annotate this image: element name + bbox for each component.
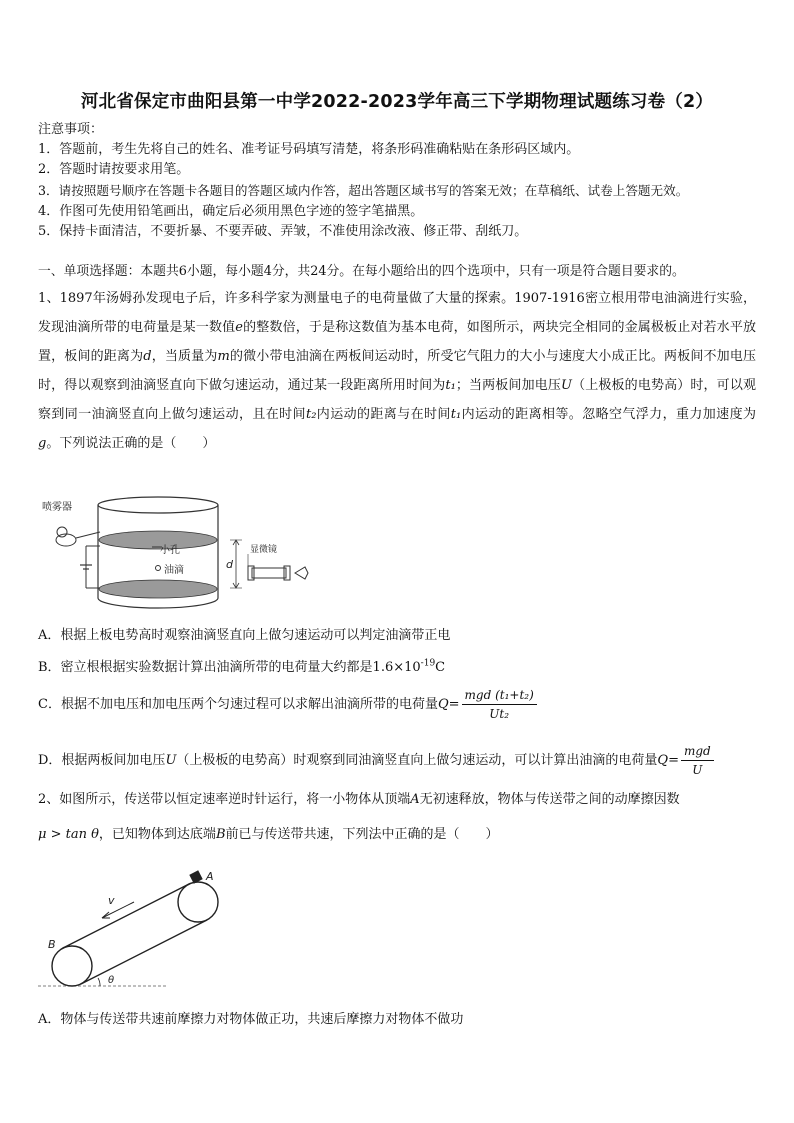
point-b-label: B bbox=[48, 938, 56, 951]
droplet-label: 油滴 bbox=[164, 565, 184, 576]
section-heading: 一、单项选择题：本题共6小题，每小题4分，共24分。在每小题给出的四个选项中，只有一项是符合题目要求的。 bbox=[38, 264, 685, 279]
question-1-option-d[interactable]: D．根据两板间加电压U（上极板的电势高）时观察到同油滴竖直向上做匀速运动，可以计算出油滴的电荷量Q= $\frac{\text{mgd}}{U}$ bbox=[38, 744, 714, 777]
notice-heading: 注意事项： bbox=[38, 122, 104, 137]
distance-label: d bbox=[226, 558, 233, 571]
question-1-option-a[interactable]: A．根据上板电势高时观察油滴竖直向上做匀速运动可以判定油滴带正电 bbox=[38, 628, 451, 643]
charge-formula-d: $\frac{\text{mgd}}{U}$ bbox=[681, 744, 714, 777]
question-1-option-b[interactable]: B．密立根根据实验数据计算出油滴所带的电荷量大约都是$1.6\times 10^{-19}C$ bbox=[38, 658, 446, 675]
friction-condition: μ > tan θ bbox=[38, 827, 99, 842]
sprayer-label: 喷雾器 bbox=[42, 502, 72, 513]
page-title: 河北省保定市曲阳县第一中学2022-2023学年高三下学期物理试题练习卷（2） bbox=[80, 92, 714, 112]
notice-item: 4．作图可先使用铅笔画出，确定后必须用黑色字迹的签字笔描黑。 bbox=[38, 204, 424, 219]
charge-formula-c: $\frac{\text{mgd (t₁+t₂)}}{\text{Ut₂}}$ bbox=[462, 688, 537, 721]
question-2-option-a[interactable]: A．物体与传送带共速前摩擦力对物体做正功，共速后摩擦力对物体不做功 bbox=[38, 1012, 464, 1027]
question-2-stem-line2: μ > tan θ，已知物体到达底端B前已与传送带共速，下列法中正确的是（ ） bbox=[38, 827, 499, 842]
millikan-apparatus-figure bbox=[40, 488, 320, 618]
velocity-label: v bbox=[108, 894, 115, 907]
angle-label: θ bbox=[108, 975, 115, 986]
microscope-label: 显微镜 bbox=[250, 545, 278, 555]
notice-item: 5．保持卡面清洁，不要折暴、不要弄破、弄皱，不准使用涂改液、修正带、刮纸刀。 bbox=[38, 224, 528, 239]
notice-item: 2．答题时请按要求用笔。 bbox=[38, 162, 190, 177]
question-2-stem-line1: 2、如图所示，传送带以恒定速率逆时针运行，将一小物体从顶端A无初速释放，物体与传送带之间的动摩擦因数 bbox=[38, 792, 680, 807]
conveyor-belt-figure bbox=[38, 866, 238, 996]
hole-label: 小孔 bbox=[160, 545, 180, 556]
notice-item: 1．答题前，考生先将自己的姓名、准考证号码填写清楚，将条形码准确粘贴在条形码区域内。 bbox=[38, 142, 580, 157]
question-1-stem: 1、1897年汤姆孙发现电子后，许多科学家为测量电子的电荷量做了大量的探索。1907-1916密立根用带电油滴进行实验，发现油滴所带的电荷量是某一数值e的整数倍，于是称这数值为基本电荷，如图所示，两块完全相同的金属极板止对若水平放置，板间的距离为d，当质量为m的微小带电油滴在两板间运动时，所受它气阻力的大小与速度大小成正比。两板间不加电压时，得以观察到油滴竖直向下做匀速运动，通过某一段距离所用时间为t₁；当两板间加电压U（上极板的电势高）时，可以观察到同一油滴竖直向上做匀速运动，且在时间t₂内运动的距离与在时间t₁内运动的距离相等。忽略空气浮力，重力加速度为g。下列说法正确的是（ ） bbox=[38, 291, 756, 451]
point-a-label: A bbox=[206, 870, 214, 883]
question-1-option-c[interactable]: C．根据不加电压和加电压两个匀速过程可以求解出油滴所带的电荷量Q= $\frac{\text{mgd (t₁+t₂)}}{\text{Ut₂}}$ bbox=[38, 688, 537, 721]
notice-item: 3．请按照题号顺序在答题卡各题目的答题区域内作答，超出答题区域书写的答案无效；在草稿纸、试卷上答题无效。 bbox=[38, 183, 689, 198]
